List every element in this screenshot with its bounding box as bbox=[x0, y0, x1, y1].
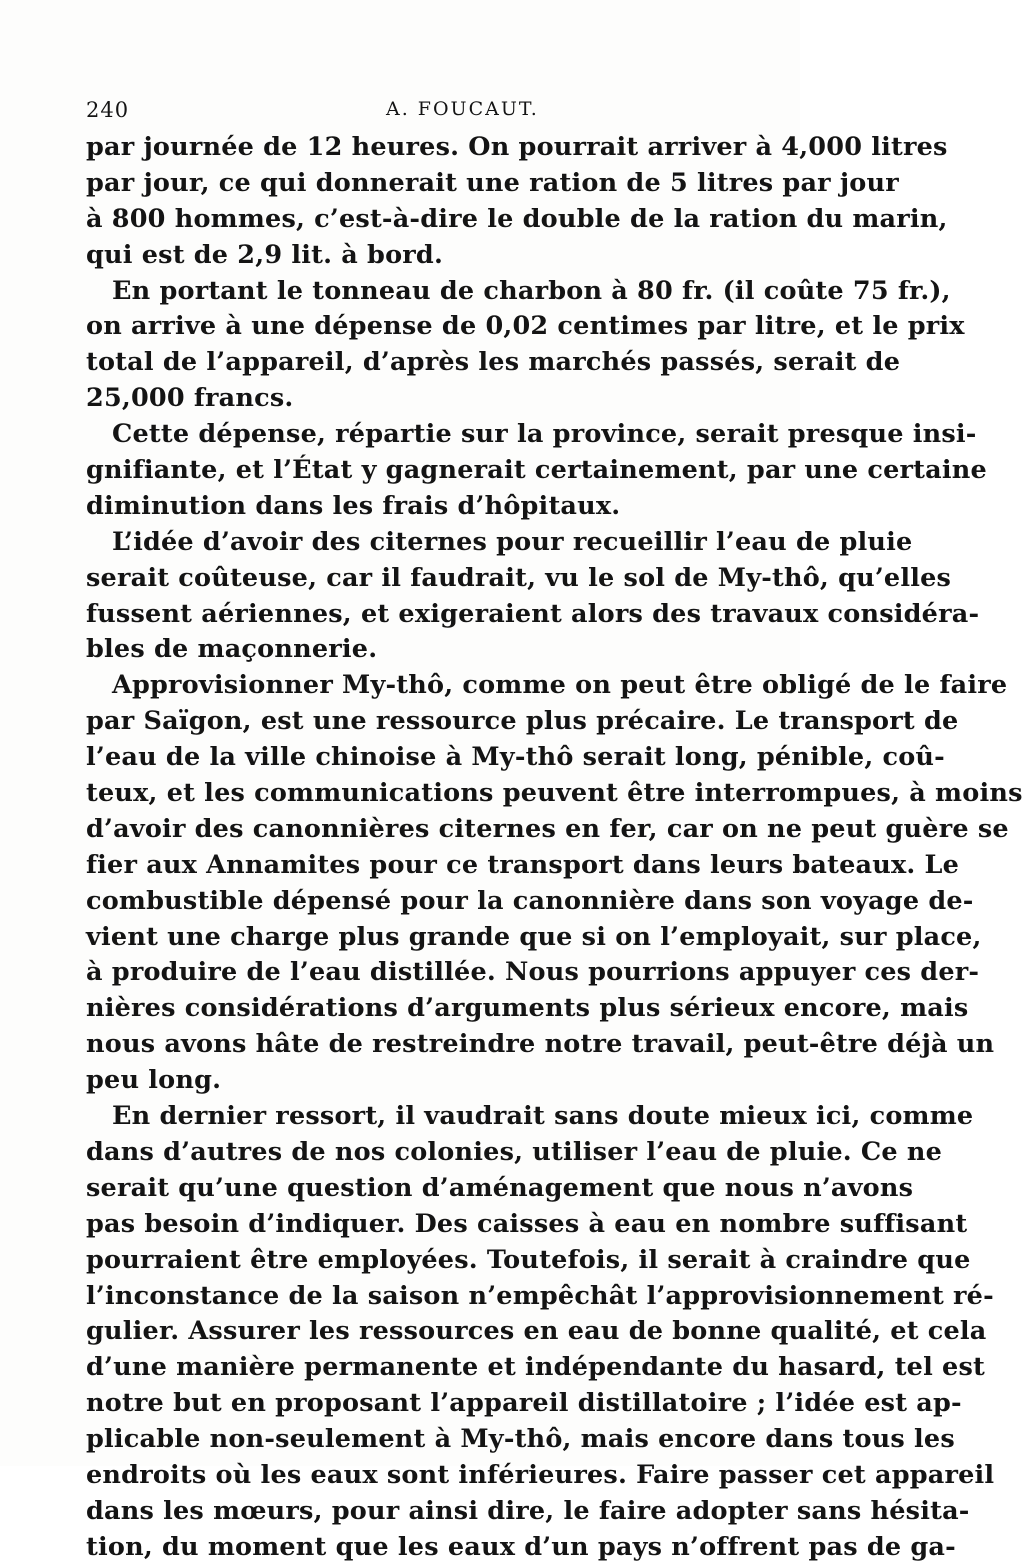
paragraph bbox=[86, 1099, 995, 1566]
text-line: vient une charge plus grande que si on l’employait, sur place, bbox=[86, 921, 982, 952]
page-header bbox=[86, 98, 782, 130]
text-line: nous avons hâte de restreindre notre travail, peut-être déjà un bbox=[86, 1029, 995, 1060]
paragraph bbox=[86, 130, 948, 274]
text-line: qui est de 2,9 lit. à bord. bbox=[86, 239, 444, 270]
paragraph bbox=[86, 668, 1023, 1099]
text-line: dans d’autres de nos colonies, utiliser l’eau de pluie. Ce ne bbox=[86, 1136, 943, 1167]
text-line: pas besoin d’indiquer. Des caisses à eau en nombre suffisant bbox=[86, 1208, 968, 1239]
text-line: L’idée d’avoir des citernes pour recueillir l’eau de pluie bbox=[112, 526, 913, 557]
text-line: notre but en proposant l’appareil distillatoire ; l’idée est ap- bbox=[86, 1388, 962, 1419]
text-line: En portant le tonneau de charbon à 80 fr. (il coûte 75 fr.), bbox=[112, 275, 951, 306]
text-line: gulier. Assurer les ressources en eau de bonne qualité, et cela bbox=[86, 1316, 987, 1347]
text-line: fussent aériennes, et exigeraient alors des travaux considéra- bbox=[86, 598, 980, 629]
text-line: tion, du moment que les eaux d’un pays n’offrent pas de ga- bbox=[86, 1531, 956, 1562]
text-line: plicable non-seulement à My-thô, mais encore dans tous les bbox=[86, 1424, 955, 1455]
text-line: serait qu’une question d’aménagement que nous n’avons bbox=[86, 1172, 914, 1203]
page-number: 240 bbox=[86, 98, 130, 122]
text-line: teux, et les communications peuvent être interrompues, à moins bbox=[86, 778, 1023, 809]
text-line: à 800 hommes, c’est-à-dire le double de la ration du marin, bbox=[86, 203, 948, 234]
text-line: nières considérations d’arguments plus sérieux encore, mais bbox=[86, 993, 969, 1024]
text-line: gnifiante, et l’État y gagnerait certainement, par une certaine bbox=[86, 455, 987, 486]
text-line: endroits où les eaux sont inférieures. Faire passer cet appareil bbox=[86, 1459, 995, 1490]
text-line: à produire de l’eau distillée. Nous pourrions appuyer ces der- bbox=[86, 957, 980, 988]
paragraph bbox=[86, 417, 987, 525]
text-line: l’eau de la ville chinoise à My-thô serait long, pénible, coû- bbox=[86, 742, 945, 773]
text-line: dans les mœurs, pour ainsi dire, le faire adopter sans hésita- bbox=[86, 1495, 970, 1526]
text-line: bles de maçonnerie. bbox=[86, 634, 378, 665]
text-line: d’une manière permanente et indépendante du hasard, tel est bbox=[86, 1352, 986, 1383]
paragraph bbox=[86, 525, 980, 669]
text-line: pourraient être employées. Toutefois, il serait à craindre que bbox=[86, 1244, 971, 1275]
text-line: on arrive à une dépense de 0,02 centimes par litre, et le prix bbox=[86, 311, 965, 342]
text-line: serait coûteuse, car il faudrait, vu le sol de My-thô, qu’elles bbox=[86, 562, 952, 593]
text-line: peu long. bbox=[86, 1065, 222, 1096]
text-line: total de l’appareil, d’après les marchés passés, serait de bbox=[86, 347, 901, 378]
text-line: Approvisionner My-thô, comme on peut être obligé de le faire bbox=[112, 670, 1008, 701]
text-line: En dernier ressort, il vaudrait sans doute mieux ici, comme bbox=[112, 1101, 974, 1132]
text-line: diminution dans les frais d’hôpitaux. bbox=[86, 490, 621, 521]
running-head: A. FOUCAUT. bbox=[386, 98, 539, 120]
text-line: d’avoir des canonnières citernes en fer, car on ne peut guère se bbox=[86, 813, 1009, 844]
text-line: par journée de 12 heures. On pourrait arriver à 4,000 litres bbox=[86, 132, 948, 162]
text-line: l’inconstance de la saison n’empêchât l’approvisionnement ré- bbox=[86, 1280, 994, 1311]
text-line: fier aux Annamites pour ce transport dans leurs bateaux. Le bbox=[86, 849, 960, 880]
text-line: 25,000 francs. bbox=[86, 383, 294, 414]
text-line: Cette dépense, répartie sur la province, serait presque insi- bbox=[112, 419, 977, 450]
paragraph bbox=[86, 274, 965, 418]
text-line: par Saïgon, est une ressource plus précaire. Le transport de bbox=[86, 706, 959, 737]
text-line: combustible dépensé pour la canonnière dans son voyage de- bbox=[86, 885, 974, 916]
body-text bbox=[86, 130, 1023, 1566]
text-line: par jour, ce qui donnerait une ration de 5 litres par jour bbox=[86, 167, 899, 198]
